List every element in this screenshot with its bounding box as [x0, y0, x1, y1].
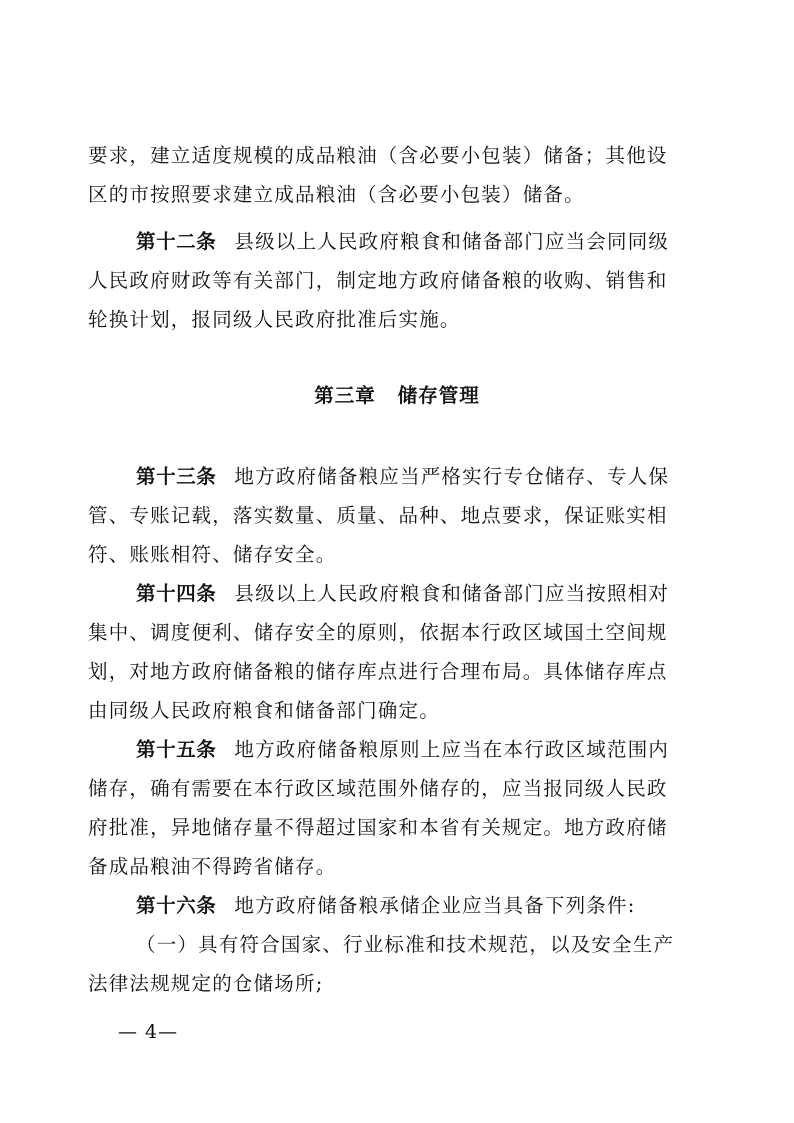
article-text: 县级以上人民政府粮食和储备部门应当按照相对: [234, 582, 670, 605]
paragraph-line: 集中、调度便利、储存安全的原则，依据本行政区域国土空间规: [88, 621, 668, 644]
article-heading: 第十三条: [136, 465, 217, 488]
paragraph-line: 储存，确有需要在本行政区域范围外储存的，应当报同级人民政: [88, 777, 668, 800]
paragraph-line: 管、专账记载，落实数量、质量、品种、地点要求，保证账实相: [88, 504, 668, 527]
article-13-first-line: [136, 464, 756, 490]
article-heading: 第十二条: [136, 230, 217, 253]
article-16-first-line: [136, 893, 756, 919]
article-heading: 第十六条: [136, 894, 217, 917]
paragraph-line: 法律法规规定的仓储场所;: [88, 972, 324, 995]
paragraph-line: 备成品粮油不得跨省储存。: [88, 855, 337, 878]
article-text: 地方政府储备粮应当严格实行专仓储存、专人保: [234, 465, 670, 488]
chapter-number: 第三章: [314, 384, 376, 407]
article-text: 地方政府储备粮承储企业应当具备下列条件:: [234, 894, 636, 917]
article-heading: 第十五条: [136, 738, 217, 761]
article-heading: 第十四条: [136, 582, 217, 605]
article-text: 县级以上人民政府粮食和储备部门应当会同同级: [234, 230, 670, 253]
article-14-first-line: [136, 581, 756, 607]
paragraph-line: 人民政府财政等有关部门，制定地方政府储备粮的收购、销售和: [88, 269, 668, 292]
paragraph-line: 轮换计划，报同级人民政府批准后实施。: [88, 308, 461, 331]
paragraph-line: 划，对地方政府储备粮的储存库点进行合理布局。具体储存库点: [88, 660, 668, 683]
article-text: 地方政府储备粮原则上应当在本行政区域范围内: [234, 738, 670, 761]
paragraph-line: 府批准，异地储存量不得超过国家和本省有关规定。地方政府储: [88, 816, 668, 839]
paragraph-line: 由同级人民政府粮食和储备部门确定。: [88, 699, 440, 722]
article-12-first-line: [136, 229, 756, 255]
article-15-first-line: [136, 737, 756, 763]
paragraph-line: 符、账账相符、储存安全。: [88, 543, 337, 566]
chapter-title: 储存管理: [397, 384, 480, 407]
paragraph-line: 区的市按照要求建立成品粮油（含必要小包装）储备。: [88, 183, 585, 206]
paragraph-line: 要求，建立适度规模的成品粮油（含必要小包装）储备；其他设: [88, 144, 668, 167]
chapter-heading: [0, 383, 794, 409]
list-item-first-line: （一）具有符合国家、行业标准和技术规范，以及安全生产: [136, 933, 675, 956]
page-number: — 4—: [118, 1021, 179, 1043]
